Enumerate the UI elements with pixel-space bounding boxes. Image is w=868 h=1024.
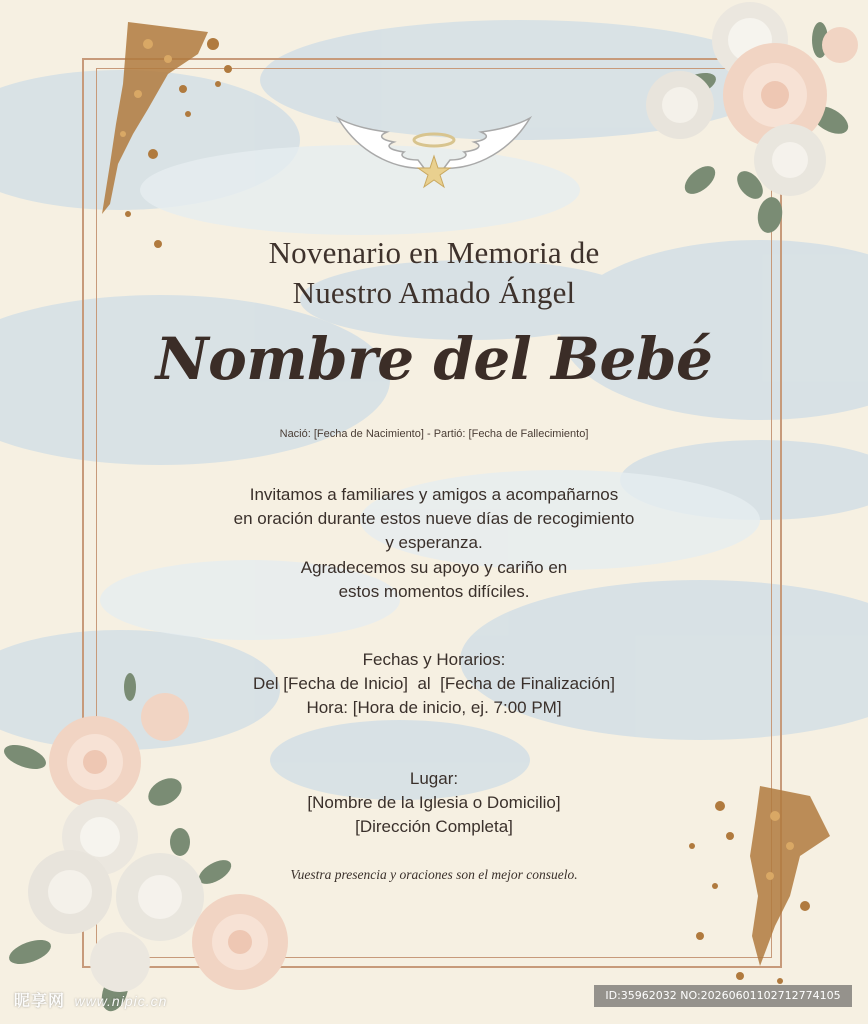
angel-wings-halo-star-icon (332, 108, 536, 198)
rose-bouquet-icon (640, 0, 868, 240)
rose-bouquet-icon (0, 672, 300, 1024)
schedule-section (0, 648, 868, 721)
location-section (0, 767, 868, 840)
closing-phrase: Vuestra presencia y oraciones son el mejor consuelo. (290, 867, 578, 882)
location-heading: Lugar: (409, 769, 459, 788)
invitation-line: Agradecemos su apoyo y cariño en (300, 557, 568, 577)
schedule-heading: Fechas y Horarios: (362, 650, 506, 669)
birth-death-dates: Nació: [Fecha de Nacimiento] - Partió: [Fecha de Fallecimiento] (279, 428, 589, 440)
invitation-line: en oración durante estos nueve días de recogimiento (233, 509, 635, 529)
location-place: [Nombre de la Iglesia o Domicilio] (307, 793, 561, 813)
schedule-time: Hora: [Hora de inicio, ej. 7:00 PM] (306, 698, 562, 718)
image-id-bar: ID:35962032 NO:20260601102712774105 (594, 985, 852, 1007)
site-watermark (14, 988, 167, 1011)
invitation-line: Invitamos a familiares y amigos a acompañarnos (249, 485, 619, 504)
invitation-message (0, 483, 868, 604)
baby-name-title: Nombre del Bebé (155, 325, 713, 393)
gold-glitter-icon (88, 14, 238, 254)
invitation-line: estos momentos difíciles. (338, 581, 530, 601)
site-url: www.nipic.cn (74, 993, 168, 1009)
heading-line-1: Novenario en Memoria de (268, 235, 600, 270)
site-name: 昵享网 (14, 993, 66, 1010)
invitation-line: y esperanza. (385, 533, 483, 553)
location-address: [Dirección Completa] (355, 817, 513, 837)
schedule-date-range: Del [Fecha de Inicio] al [Fecha de Finalización] (253, 674, 615, 694)
heading-line-2: Nuestro Amado Ángel (292, 275, 576, 310)
